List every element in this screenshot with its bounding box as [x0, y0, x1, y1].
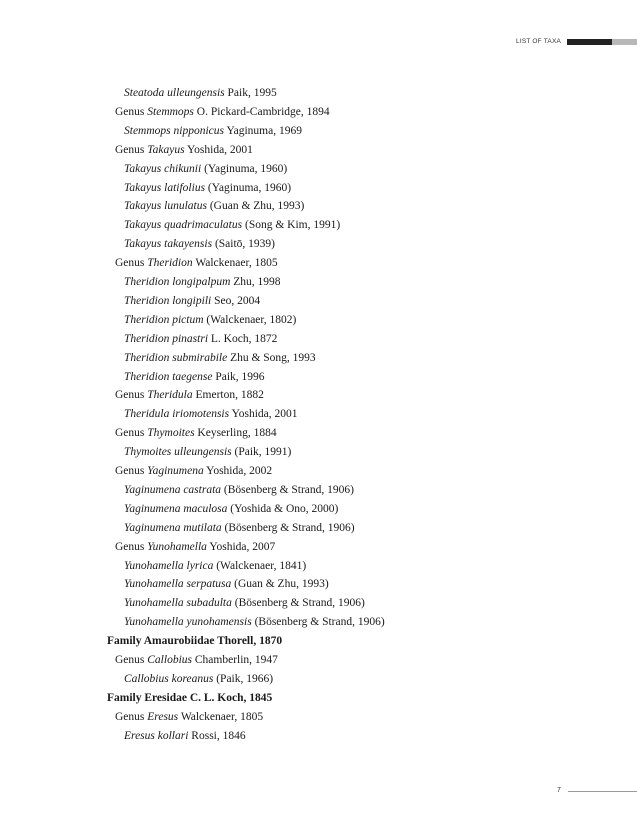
genus-name: Stemmops — [147, 105, 194, 118]
genus-entry — [115, 388, 264, 402]
species-entry — [124, 729, 246, 743]
authority: (Paik, 1966) — [216, 672, 274, 685]
family-name: Family Eresidae C. L. Koch, 1845 — [107, 691, 273, 704]
authority: (Song & Kim, 1991) — [244, 219, 341, 232]
running-header: LIST OF TAXA — [516, 38, 562, 45]
authority: Yaginuma, 1969 — [226, 124, 302, 137]
species-entry — [124, 445, 291, 459]
family-name: Family Amaurobiidae Thorell, 1870 — [107, 635, 283, 648]
species-entry — [124, 218, 340, 232]
genus-prefix: Genus — [115, 465, 145, 477]
authority: Yoshida, 2007 — [209, 540, 276, 553]
header-bar-dark — [567, 39, 612, 45]
authority: (Yaginuma, 1960) — [204, 162, 288, 175]
genus-prefix: Genus — [115, 710, 145, 723]
species-name: Theridion submirabile — [124, 351, 228, 364]
genus-prefix: Genus — [115, 257, 145, 270]
species-entry — [124, 162, 287, 176]
authority: Yoshida, 2001 — [187, 143, 253, 156]
species-name: Takayus lunulatus — [124, 200, 207, 213]
species-entry — [124, 313, 296, 327]
genus-name: Eresus — [147, 710, 179, 723]
authority: Zhu, 1998 — [233, 276, 281, 288]
genus-prefix: Genus — [115, 654, 145, 666]
species-name: Takayus latifolius — [124, 181, 206, 194]
authority: (Bösenberg & Strand, 1906) — [224, 521, 355, 534]
species-name: Takayus quadrimaculatus — [124, 219, 243, 232]
authority: Walckenaer, 1805 — [180, 710, 264, 723]
species-name: Takayus chikunii — [124, 162, 202, 175]
authority: (Walckenaer, 1841) — [216, 559, 307, 572]
authority: (Paik, 1991) — [234, 446, 292, 459]
species-entry — [124, 275, 281, 289]
species-entry — [124, 502, 338, 516]
genus-entry — [115, 653, 278, 667]
authority: Paik, 1995 — [227, 87, 277, 99]
species-name: Theridion pinastri — [124, 332, 209, 345]
authority: (Bösenberg & Strand, 1906) — [234, 597, 365, 610]
species-name: Takayus takayensis — [124, 238, 213, 251]
genus-name: Theridion — [147, 257, 193, 270]
species-entry — [124, 521, 355, 535]
authority: O. Pickard-Cambridge, 1894 — [196, 105, 330, 118]
authority: (Bösenberg & Strand, 1906) — [254, 616, 385, 629]
genus-entry — [115, 105, 330, 119]
species-name: Yunohamella serpatusa — [124, 578, 232, 591]
authority: Rossi, 1846 — [191, 729, 246, 742]
genus-name: Thymoites — [147, 427, 195, 440]
genus-entry — [115, 464, 272, 478]
authority: (Walckenaer, 1802) — [206, 313, 297, 326]
species-entry — [124, 577, 329, 591]
species-name: Theridion pictum — [124, 313, 204, 326]
species-entry — [124, 86, 277, 100]
species-entry — [124, 351, 316, 365]
species-name: Yunohamella subadulta — [124, 597, 232, 610]
species-name: Yunohamella lyrica — [124, 559, 214, 572]
authority: (Guan & Zhu, 1993) — [209, 200, 305, 213]
species-name: Callobius koreanus — [124, 672, 214, 685]
footer-rule — [568, 791, 637, 792]
genus-name: Callobius — [147, 654, 192, 666]
species-entry — [124, 237, 275, 251]
genus-name: Yaginumena — [147, 465, 204, 477]
genus-name: Theridula — [147, 389, 193, 402]
genus-prefix: Genus — [115, 105, 145, 118]
species-entry — [124, 483, 354, 497]
authority: Emerton, 1882 — [195, 389, 264, 402]
authority: (Guan & Zhu, 1993) — [234, 578, 329, 591]
genus-entry — [115, 540, 275, 554]
species-name: Stemmops nipponicus — [124, 124, 224, 137]
species-name: Thymoites ulleungensis — [124, 446, 232, 459]
species-entry — [124, 559, 306, 573]
species-entry — [124, 294, 260, 308]
authority: Chamberlin, 1947 — [194, 654, 278, 666]
family-entry — [107, 634, 282, 648]
genus-entry — [115, 256, 278, 270]
species-entry — [124, 124, 302, 138]
authority: (Saitō, 1939) — [214, 238, 275, 251]
authority: Keyserling, 1884 — [197, 427, 277, 440]
genus-prefix: Genus — [115, 540, 145, 553]
authority: Seo, 2004 — [214, 294, 261, 307]
family-entry — [107, 691, 272, 705]
species-name: Theridion longipili — [124, 294, 212, 307]
genus-entry — [115, 143, 253, 157]
genus-prefix: Genus — [115, 143, 145, 156]
species-name: Yaginumena maculosa — [124, 502, 228, 515]
genus-prefix: Genus — [115, 427, 145, 440]
genus-name: Takayus — [147, 143, 185, 156]
species-entry — [124, 596, 365, 610]
genus-entry — [115, 710, 263, 724]
genus-name: Yunohamella — [147, 540, 207, 553]
species-entry — [124, 370, 265, 384]
species-name: Theridula iriomotensis — [124, 408, 230, 421]
species-entry — [124, 199, 304, 213]
authority: Zhu & Song, 1993 — [230, 351, 316, 364]
genus-prefix: Genus — [115, 389, 145, 402]
authority: (Bösenberg & Strand, 1906) — [223, 483, 354, 496]
species-name: Theridion taegense — [124, 370, 213, 383]
authority: (Yoshida & Ono, 2000) — [230, 502, 339, 515]
species-name: Yaginumena mutilata — [124, 521, 222, 534]
authority: Paik, 1996 — [215, 370, 265, 383]
species-name: Eresus kollari — [124, 729, 189, 742]
page-number: 7 — [557, 787, 561, 794]
genus-entry — [115, 426, 277, 440]
authority: Yoshida, 2001 — [231, 408, 298, 421]
species-entry — [124, 615, 385, 629]
authority: L. Koch, 1872 — [210, 332, 278, 345]
species-entry — [124, 672, 273, 686]
species-name: Yunohamella yunohamensis — [124, 616, 252, 629]
species-entry — [124, 181, 291, 195]
header-bar-gray — [612, 39, 637, 45]
species-name: Steatoda ulleungensis — [124, 87, 225, 99]
species-entry — [124, 407, 298, 421]
authority: Walckenaer, 1805 — [195, 257, 278, 270]
species-name: Yaginumena castrata — [124, 483, 222, 496]
authority: Yoshida, 2002 — [206, 465, 273, 477]
species-name: Theridion longipalpum — [124, 276, 231, 288]
authority: (Yaginuma, 1960) — [207, 181, 292, 194]
species-entry — [124, 332, 277, 346]
